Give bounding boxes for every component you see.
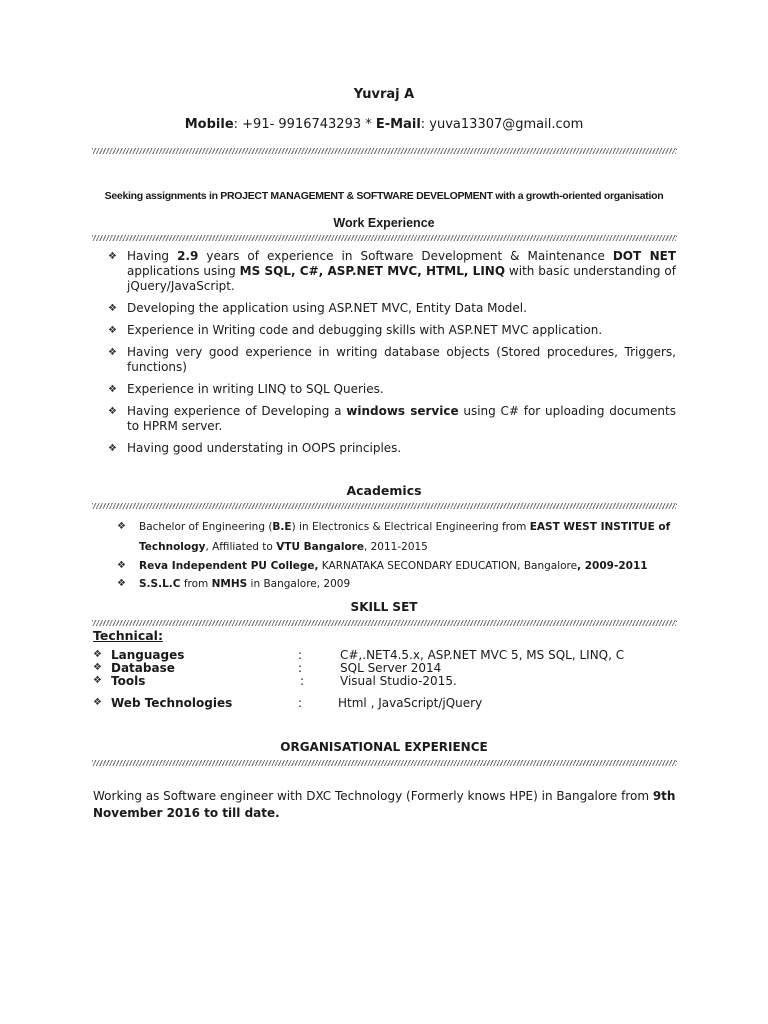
diamond-bullet-icon: ❖ (93, 649, 102, 660)
academics-title: Academics (346, 483, 422, 498)
work-experience-list (108, 249, 676, 463)
diamond-bullet-icon: ❖ (93, 697, 102, 708)
skill-value: Visual Studio-2015. (340, 674, 457, 688)
diamond-bullet-icon: ❖ (108, 406, 117, 417)
academics-list (117, 517, 677, 593)
diamond-bullet-icon: ❖ (93, 662, 102, 673)
mobile-value: : +91- 9916743293 * (233, 117, 376, 132)
diamond-bullet-icon: ❖ (108, 303, 117, 314)
list-item: ❖ Developing the application using ASP.NET MVC, Entity Data Model. (108, 301, 527, 315)
skill-colon: : (298, 661, 303, 675)
list-item: ❖ S.S.L.C from NMHS in Bangalore, 2009 (117, 575, 677, 593)
skill-row-languages (93, 648, 673, 662)
mobile-label: Mobile (184, 117, 234, 132)
list-item: ❖ Reva Independent PU College, KARNATAKA SECONDARY EDUCATION, Bangalore, 2009-2011 (117, 557, 677, 575)
list-item: ❖ Experience in writing LINQ to SQL Queries. (108, 382, 384, 396)
header-divider (92, 148, 676, 154)
organisational-experience-title: ORGANISATIONAL EXPERIENCE (280, 740, 488, 754)
list-item: ❖ Having 2.9 years of experience in Software Development & Maintenance DOT NET applications using MS SQL, C#, ASP.NET MVC, HTML, LINQ with basic understanding of jQuery/JavaScript. (108, 249, 676, 293)
skill-row-tools (93, 674, 673, 688)
organisational-experience-divider (92, 760, 676, 766)
list-item: ❖ Having experience of Developing a windows service using C# for uploading documents to HPRM server. (108, 404, 676, 433)
diamond-bullet-icon: ❖ (108, 443, 117, 454)
diamond-bullet-icon: ❖ (108, 251, 117, 262)
work-experience-divider (92, 235, 676, 241)
skill-key: Web Technologies (111, 696, 233, 710)
diamond-bullet-icon: ❖ (117, 560, 126, 571)
skill-row-database (93, 661, 673, 675)
skill-set-divider (92, 620, 676, 626)
skill-colon: : (298, 696, 303, 710)
objective-statement: Seeking assignments in PROJECT MANAGEMENT & SOFTWARE DEVELOPMENT with a growth-oriented organisation (104, 190, 664, 202)
diamond-bullet-icon: ❖ (117, 521, 126, 532)
work-experience-title: Work Experience (333, 216, 435, 230)
list-item: ❖ Experience in Writing code and debugging skills with ASP.NET MVC application. (108, 323, 603, 337)
skill-set-title: SKILL SET (350, 600, 418, 614)
diamond-bullet-icon: ❖ (108, 325, 117, 336)
diamond-bullet-icon: ❖ (108, 347, 117, 358)
diamond-bullet-icon: ❖ (93, 675, 102, 686)
skill-value: SQL Server 2014 (340, 661, 442, 675)
email-value: : yuva13307@gmail.com (420, 117, 584, 132)
list-item: ❖ Bachelor of Engineering (B.E) in Electronics & Electrical Engineering from EAST WEST INSTITUE of Technology, Affiliated to VTU Bangalore, 2011-2015 (117, 517, 677, 557)
skill-key: Languages (111, 648, 185, 662)
email-label: E-Mail (375, 117, 421, 132)
skill-row-web-technologies (93, 696, 673, 710)
skill-colon: : (300, 674, 305, 688)
contact-line (0, 117, 768, 132)
list-item: ❖ Having good understating in OOPS principles. (108, 441, 402, 455)
academics-divider (92, 503, 676, 509)
skill-key: Tools (111, 674, 146, 688)
diamond-bullet-icon: ❖ (117, 578, 126, 589)
list-item: ❖ Having very good experience in writing database objects (Stored procedures, Triggers, functions) (108, 345, 676, 374)
organisational-experience-text: Working as Software engineer with DXC Technology (Formerly knows HPE) in Bangalore from 9th November 2016 to till date. (93, 789, 676, 820)
diamond-bullet-icon: ❖ (108, 384, 117, 395)
skill-value: C#,.NET4.5.x, ASP.NET MVC 5, MS SQL, LINQ, C (340, 648, 625, 662)
candidate-name: Yuvraj A (353, 87, 415, 102)
skill-key: Database (111, 661, 175, 675)
skill-colon: : (298, 648, 303, 662)
technical-label: Technical: (93, 628, 163, 643)
skill-value: Html , JavaScript/jQuery (338, 696, 483, 710)
